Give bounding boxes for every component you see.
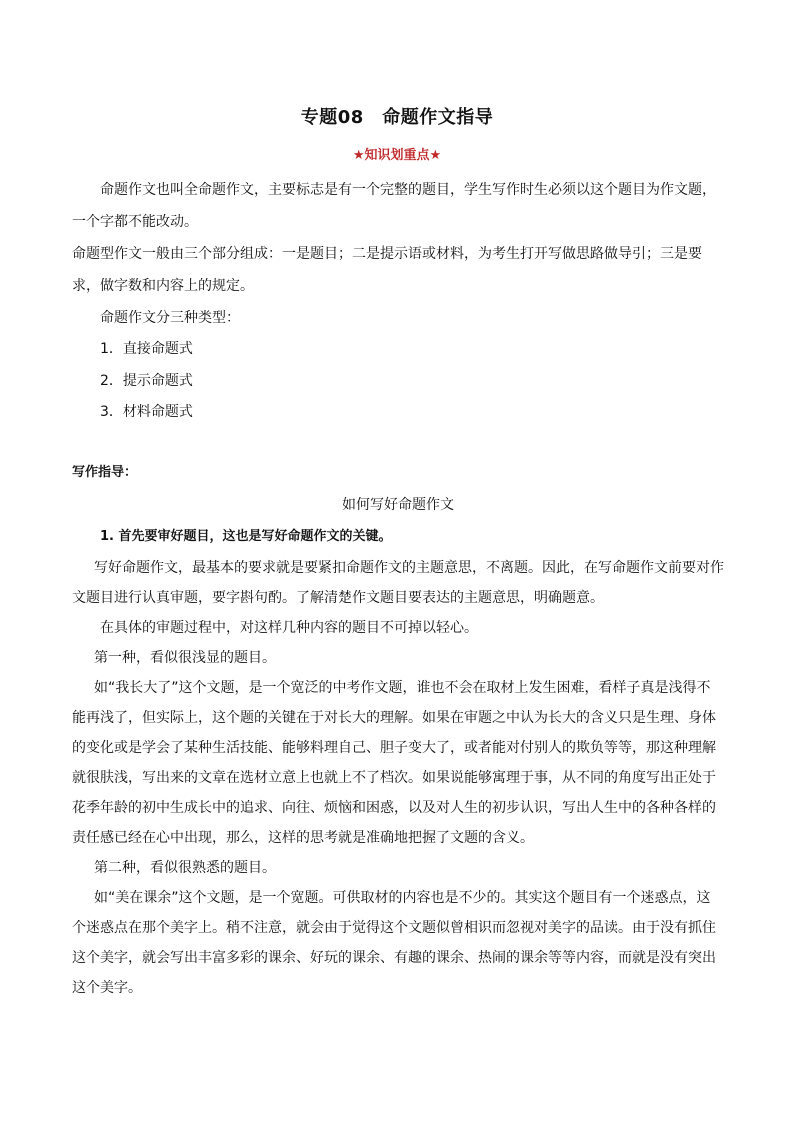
type-item-2: 2．提示命题式 (100, 372, 193, 389)
type-1-paragraph: 如“我长大了”这个文题，是一个宽泛的中考作文题，谁也不会在取材上发生困难，看样子真是浅得不能再浅了，但实际上，这个题的关键在于对长大的理解。如果在审题之中认为长大的含义只是生理、身体的变化或是学会了某种生活技能、能够料理自己、胆子变大了，或者能对付别人的欺负等等，那这种理解就很肤浅，写出来的文章在选材立意上也就上不了档次。如果说能够寓理于事，从不同的角度写出正处于花季年龄的初中生成长中的追求、向往、烦恼和困惑，以及对人生的初步认识，写出人生中的各种各样的责任感已经在心中出现，那么，这样的思考就是准确地把握了文题的含义。 (72, 679, 716, 846)
type-item-1: 1．直接命题式 (100, 341, 193, 357)
intro-paragraph-3: 命题作文分三种类型： (100, 310, 240, 326)
guide-heading: 写作指导： (72, 464, 138, 480)
page-title: 专题08 命题作文指导 (300, 107, 494, 128)
guide-center-title: 如何写好命题作文 (342, 496, 454, 513)
type-item-3: 3．材料命题式 (100, 404, 193, 420)
point-1-paragraph-1: 写好命题作文，最基本的要求就是要紧扣命题作文的主题意思，不离题。因此，在写命题作文前要对作文题目进行认真审题，要字斟句酌。了解清楚作文题目要表达的主题意思，明确题意。 (72, 559, 724, 606)
section-subtitle: ★知识划重点★ (352, 148, 442, 163)
type-1-label: 第一种，看似很浅显的题目。 (94, 649, 276, 666)
point-1-paragraph-2: 在具体的审题过程中，对这样几种内容的题目不可掉以轻心。 (100, 619, 478, 636)
document-body (72, 174, 724, 1003)
intro-paragraph-2: 命题型作文一般由三个部分组成：一是题目；二是提示语或材料，为考生打开写做思路做导引；三是要求，做字数和内容上的规定。 (72, 246, 702, 294)
type-2-label: 第二种，看似很熟悉的题目。 (94, 859, 276, 876)
point-1-title: 1. 首先要审好题目，这也是写好命题作文的关键。 (100, 528, 392, 544)
intro-paragraph-1: 命题作文也叫全命题作文，主要标志是有一个完整的题目，学生写作时生必须以这个题目为作文题，一个字都不能改动。 (72, 182, 716, 230)
type-2-paragraph: 如“美在课余”这个文题，是一个宽题。可供取材的内容也是不少的。其实这个题目有一个迷惑点，这个迷惑点在那个美字上。稍不注意，就会由于觉得这个文题似曾相识而忽视对美字的品读。由于没有抓住这个美字，就会写出丰富多彩的课余、好玩的课余、有趣的课余、热闹的课余等等内容，而就是没有突出这个美字。 (72, 889, 716, 996)
spacer (72, 429, 724, 457)
